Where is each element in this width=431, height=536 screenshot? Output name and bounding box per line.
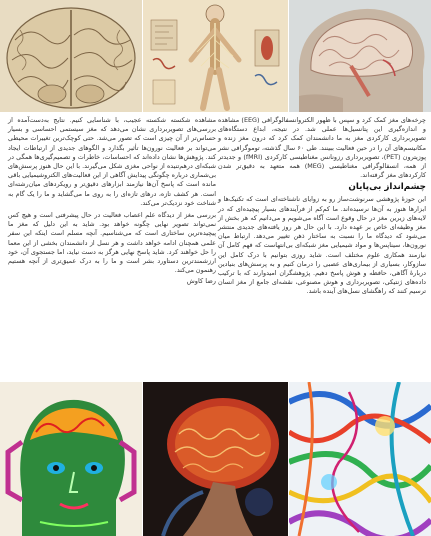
red-brain-image [143, 382, 288, 536]
anatomy-chart-drawing [143, 0, 288, 112]
brain-profile-drawing [289, 0, 431, 112]
section-heading: چشم‌انداز بی‌پایان [348, 182, 426, 193]
top-image-strip [0, 0, 431, 112]
body-paragraph-1: مشاهده شکسته شکسته عجیب، با شناسایی کنیم. نتایج به‌دست‌آمده از بررسی‌های تصویربرداری نشان می‌دهد که مغز سیستمی احساسی و بسیار حساس‌تر از آن چیزی است که تصور می‌شد. حتی کوچک‌ترین تغییرات محیطی می‌تواند بر فعالیت نورون‌ها تأثیر بگذارد و الگوهای جدیدی از ارتباطات ایجاد کند. پژوهش‌ها نشان داده‌اند که احساسات، خاطرات و تصمیم‌گیری‌ها همگی در شبکه‌ای درهم‌تنیده از نواحی مغزی شکل می‌گیرند. با این حال هنوز پرسش‌های بی‌شماری درباره چگونگی پیدایش آگاهی از این فعالیت‌های الکتروشیمیایی باقی مانده است که پاسخ آن‌ها نیازمند ابزارهای دقیق‌تر و رویکردهای میان‌رشته‌ای است. هر کشف تازه، درهای تازه‌ای را به روی ما می‌گشاید و ما را یک گام به شناخت خود نزدیک‌تر می‌کند. [8, 116, 216, 207]
brain-sketch-image [0, 0, 142, 112]
article-left-column [8, 116, 216, 378]
red-brain-drawing [143, 382, 288, 536]
body-paragraph-2: بررسی مغز از دیدگاه علم اعصاب فعالیت در حال پیشرفتی است و هیچ کس نمی‌تواند تصویر نهایی چگونه خواهد بود. شاید به این دلیل که مغز ما پیچیده‌ترین ساختاری است که می‌شناسیم. آنچه مسلم است اینکه این سفر علمی همچنان ادامه خواهد داشت و هر نسل از دانشمندان بخشی از این معما را حل خواهند کرد. شاید پاسخ نهایی هرگز به دست نیاید، اما جستجوی آن، خود ارزشمندترین دستاورد بشر است و ما را به درک عمیق‌تری از آنچه هستیم رهنمون می‌کند. [8, 211, 216, 275]
brain-profile-image [289, 0, 431, 112]
anatomy-chart-image [143, 0, 288, 112]
neon-head-image [0, 382, 142, 536]
section-paragraph: این حوزهٔ پژوهشی سرنوشت‌ساز رو به زوایای ناشناخته‌ای است که تکنیک‌ها و ابزارها هنوز به آن‌ها نرسیده‌اند. ما کم‌کم از فرآیندهای بسیار پیچیده‌ای که در لایه‌های زیرین مغز در حال وقوع است آگاه می‌شویم و می‌دانیم که هر بخش از مغز وظیفه‌ای خاص بر عهده دارد. با این حال هر روز یافته‌های جدیدی منتشر می‌شود که دیدگاه ما را نسبت به ساختار ذهن تغییر می‌دهد. ارتباط میان نورون‌ها، سیناپس‌ها و مواد شیمیایی مغز شبکه‌ای بی‌انتهاست که فهم کامل آن نیازمند همکاری علوم مختلف است. شاید روزی بتوانیم با درک کامل این سازوکار، بسیاری از بیماری‌های عصبی را درمان کنیم و به پرسش‌های بنیادین دربارهٔ آگاهی، حافظه و هوش پاسخ دهیم. پژوهشگران امیدوارند که با ترکیب داده‌های ژنتیکی، تصویربرداری و هوش مصنوعی، نقشه‌ای جامع از مغز انسان ترسیم کنند که راهگشای نسل‌های آینده باشد. [218, 195, 426, 296]
colorful-painting-drawing [289, 382, 431, 536]
article-right-column [218, 116, 426, 378]
neon-head-drawing [0, 382, 142, 536]
intro-paragraph: چرخه‌های مغز کمک کرد و سپس با ظهور الکتروانسفالوگرافی (EEG) مشاهده و اندازه‌گیری این پتانسیل‌ها عملی شد. در نتیجه، ابداع دستگاه‌های تصویربرداری کارکردی مغز به ما دانشمندان کمک کرد که درون مغز زنده و مکانیسم‌های آن را در حین فعالیت ببینند. طی ۶۰ سال گذشته، توموگرافی نشر پوزیترون (PET)، تصویربرداری رزونانس مغناطیسی کارکردی (fMRI) و جدیدتر از همه، انسفالوگرافی مغناطیسی (MEG) همه متعهد به دقیق‌تر شدن کارکردهای مغز گرفته‌اند. [218, 116, 427, 180]
author-signature: رضا کاوش [186, 277, 216, 286]
brain-sketch-drawing [0, 0, 142, 112]
colorful-painting-image [289, 382, 431, 536]
bottom-image-strip [0, 382, 431, 536]
